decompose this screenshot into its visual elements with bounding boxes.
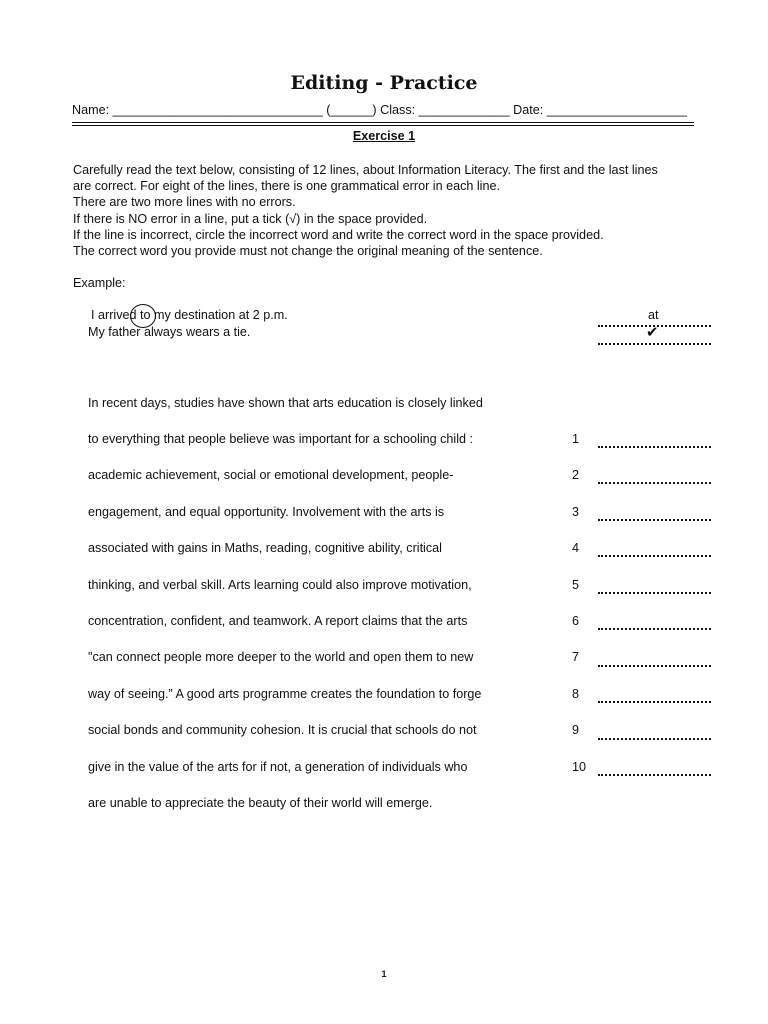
passage-line: In recent days, studies have shown that arts education is closely linked (88, 396, 483, 410)
line-number: 6 (571, 614, 579, 628)
answer-blank[interactable] (598, 519, 711, 521)
instructions (73, 162, 658, 259)
passage-line: thinking, and verbal skill. Arts learning could also improve motivation, (88, 578, 472, 592)
answer-blank[interactable] (598, 343, 711, 345)
instruction-line: If there is NO error in a line, put a tick (√) in the space provided. (73, 211, 428, 226)
passage-line: concentration, confident, and teamwork. A report claims that the arts (88, 614, 468, 628)
answer-blank[interactable] (598, 774, 711, 776)
instruction-line: Carefully read the text below, consisting of 12 lines, about Information Literacy. The first and the last lines (73, 163, 658, 177)
passage-line: to everything that people believe was important for a schooling child : (88, 432, 474, 446)
answer-blank[interactable] (598, 592, 711, 594)
line-number: 1 (571, 432, 579, 446)
instruction-line: are correct. For eight of the lines, there is one grammatical error in each line. (73, 179, 500, 194)
answer-blank[interactable] (598, 665, 711, 667)
passage-line: give in the value of the arts for if not, a generation of individuals who (88, 760, 468, 774)
answer-blank[interactable] (598, 446, 711, 448)
passage-line: are unable to appreciate the beauty of their world will emerge. (88, 796, 433, 810)
example-label: Example: (73, 276, 126, 290)
answer-blank[interactable] (598, 555, 711, 557)
instruction-line: The correct word you provide must not change the original meaning of the sentence. (73, 244, 543, 259)
line-number: 10 (571, 760, 586, 774)
exercise-title: Exercise 1 (352, 129, 416, 143)
example-answer-1: at (648, 308, 659, 322)
line-number: 2 (571, 468, 579, 482)
header-rule (72, 125, 694, 126)
answer-blank[interactable] (598, 628, 711, 630)
passage-line: "can connect people more deeper to the world and open them to new (88, 650, 474, 664)
example-line-2: My father always wears a tie. (88, 325, 251, 339)
line-number: 5 (571, 578, 579, 592)
passage-line: engagement, and equal opportunity. Involvement with the arts is (88, 505, 445, 519)
example-line-1: I arrived to my destination at 2 p.m. (91, 308, 288, 322)
page-number: 1 (381, 969, 387, 979)
line-number: 9 (571, 723, 579, 737)
passage-line: academic achievement, social or emotional development, people- (88, 468, 454, 482)
passage-line: social bonds and community cohesion. It is crucial that schools do not (88, 723, 477, 737)
student-details-line: Name: ______________________________ (______) Class: _____________ Date: ____________________ (72, 103, 687, 117)
passage-line: associated with gains in Maths, reading, cognitive ability, critical (88, 541, 442, 555)
instruction-line: There are two more lines with no errors. (73, 195, 296, 210)
passage-line: way of seeing.” A good arts programme creates the foundation to forge (88, 687, 482, 701)
instruction-line: If the line is incorrect, circle the incorrect word and write the correct word in the space provided. (73, 227, 604, 242)
line-number: 4 (571, 541, 579, 555)
header-rule (72, 122, 694, 123)
answer-blank[interactable] (598, 701, 711, 703)
answer-blank[interactable] (598, 482, 711, 484)
tick-mark-icon: ✔ (646, 324, 659, 341)
answer-blank[interactable] (598, 738, 711, 740)
line-number: 3 (571, 505, 579, 519)
line-number: 7 (571, 650, 579, 664)
page-title: Editing - Practice (290, 72, 478, 94)
line-number: 8 (571, 687, 579, 701)
